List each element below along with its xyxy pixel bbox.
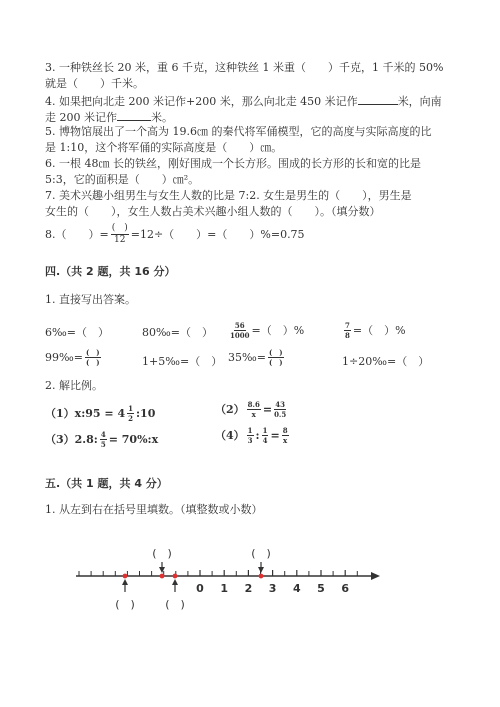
- s4-r2-c1: [45, 349, 103, 366]
- red-marker: [123, 574, 128, 579]
- proportion-2: [215, 401, 288, 418]
- section4-title: 四.（共 2 题，共 16 分）: [45, 265, 176, 278]
- s4-r1-c3: [228, 322, 304, 339]
- arrow-up-icon: [172, 579, 178, 592]
- s4-r2-c3-num: ( ): [268, 348, 283, 357]
- p4-frac-a: [247, 427, 254, 444]
- number-line-blank-bottom-1[interactable]: ( ): [115, 598, 135, 611]
- s4-r1-c4-suffix: =（ ）%: [352, 324, 406, 337]
- p4-prefix: （4）: [215, 429, 245, 442]
- number-line-blank-top-2[interactable]: ( ): [251, 547, 271, 560]
- q3-line1: 3. 一种铁丝长 20 米，重 6 千克，这种铁丝 1 米重（ ）千克，1 千米的 50%: [45, 61, 444, 74]
- proportion-4: [215, 427, 291, 444]
- s4-r1-c3-frac: [230, 322, 249, 339]
- s4-r2-c2: 1+5‰=（ ）: [142, 355, 223, 368]
- s4-r1-c4-den: 8: [345, 331, 350, 340]
- p4-den-c: x: [283, 436, 288, 445]
- q4-line2-text-b: 米。: [151, 111, 173, 124]
- number-line-blank-bottom-2[interactable]: ( ): [165, 598, 185, 611]
- p2-frac-b: [274, 401, 286, 418]
- number-line-labels: [196, 582, 349, 595]
- p4-den-a: 3: [247, 436, 253, 445]
- p3-num: 4: [100, 430, 106, 439]
- p2-den-b: 0.5: [274, 410, 287, 419]
- q8-line: [45, 224, 305, 245]
- p1-frac: [127, 405, 134, 422]
- p3-frac: [100, 431, 107, 448]
- s4-r2-c3-den: ( ): [268, 358, 283, 367]
- q4-line1: [45, 94, 442, 107]
- proportion-3: [45, 431, 158, 448]
- q6-line2: 5:3，它的面积是（ ）㎝²。: [45, 173, 200, 186]
- p4-den-b: 4: [262, 436, 268, 445]
- number-line-tick-label: 2: [244, 582, 253, 595]
- q8-frac-num: ( ): [111, 223, 128, 233]
- s4-r1-c4: [342, 322, 406, 339]
- section4-q1-title: 1. 直接写出答案。: [45, 293, 136, 306]
- q4-blank-1[interactable]: [358, 94, 398, 105]
- s4-r1-c1: 6‰=（ ）: [45, 326, 109, 339]
- number-line-tick-label: 3: [268, 582, 277, 595]
- q4-line2: [45, 110, 173, 123]
- number-line-arrowhead: [371, 572, 380, 580]
- p2-num-a: 8.6: [247, 400, 260, 409]
- q4-blank-2[interactable]: [117, 110, 151, 121]
- section4-q2-title: 2. 解比例。: [45, 379, 103, 392]
- p1-prefix: （1）: [45, 407, 75, 420]
- q4-line1-text-a: 4. 如果把向北走 200 米记作+200 米，那么向北走 450 米记作: [45, 95, 358, 108]
- number-line-major-ticks: [200, 570, 345, 576]
- p1-suffix: :10: [136, 407, 156, 420]
- p2-eq: =: [262, 403, 273, 416]
- arrow-down-icon: [258, 562, 264, 573]
- p4-num-a: 1: [247, 426, 253, 435]
- proportion-1: [45, 405, 155, 422]
- p2-num-b: 43: [275, 400, 286, 409]
- q7-line2: 女生的（ ），女生人数占美术兴趣小组人数的（ ）。（填分数）: [45, 205, 381, 218]
- p4-frac-b: [262, 427, 269, 444]
- number-line-tick-label: 0: [196, 582, 204, 595]
- s4-r1-c2: 80‰=（ ）: [142, 326, 213, 339]
- s4-r2-c1-prefix: 99‰=: [45, 351, 83, 364]
- q7-line1: 7. 美术兴趣小组男生与女生人数的比是 7:2. 女生是男生的（ ），男生是: [45, 189, 412, 202]
- number-line-tick-label: 6: [341, 582, 350, 595]
- q4-line2-text-a: 走 200 米记作: [45, 111, 117, 124]
- q8-prefix: 8.（ ）=: [45, 228, 109, 241]
- p3-expr1: 2.8:: [74, 433, 98, 446]
- s4-r1-c3-suffix: =（ ）%: [251, 324, 305, 337]
- number-line-tick-label: 1: [220, 582, 229, 595]
- number-line-tick-label: 4: [292, 582, 301, 595]
- p4-eq: =: [270, 429, 280, 442]
- section5-title: 五.（共 1 题，共 4 分）: [45, 477, 168, 490]
- p2-prefix: （2）: [215, 403, 245, 416]
- p2-frac-a: [247, 401, 261, 418]
- p2-den-a: x: [251, 410, 256, 419]
- q8-frac-den: 12: [114, 235, 126, 245]
- p4-num-c: 8: [282, 426, 288, 435]
- number-line: [0, 540, 500, 670]
- s4-r2-c3-prefix: 35‰=: [228, 351, 266, 364]
- red-marker: [160, 574, 165, 579]
- p3-den: 5: [100, 440, 106, 449]
- p3-prefix: （3）: [45, 433, 75, 446]
- number-line-tick-label: 5: [317, 582, 325, 595]
- s4-r1-c3-num: 56: [234, 321, 245, 330]
- s4-r1-c4-num: 7: [345, 321, 350, 330]
- q6-line1: 6. 一根 48㎝ 长的铁丝，刚好围成一个长方形。围成的长方形的长和宽的比是: [45, 157, 421, 170]
- p4-colon: :: [255, 429, 260, 442]
- p3-expr2: = 70%:x: [108, 433, 159, 446]
- section5-q1-title: 1. 从左到右在括号里填数。（填整数或小数）: [45, 503, 263, 516]
- s4-r2-c1-frac: [85, 349, 101, 366]
- number-line-minor-ticks: [79, 571, 357, 576]
- p1-num: 1: [128, 404, 133, 413]
- s4-r2-c4: 1÷20‰=（ ）: [342, 355, 430, 368]
- q5-line2: 是 1:10，这个将军俑的实际高度是（ ）㎝。: [45, 141, 283, 154]
- q3-line2: 就是（ ）千米。: [45, 77, 144, 90]
- s4-r1-c4-frac: [344, 322, 351, 339]
- q8-fraction: [111, 224, 129, 245]
- p1-expr: x:95 = 4: [74, 407, 126, 420]
- q4-line1-text-b: 米，向南: [397, 95, 442, 108]
- s4-r2-c3: [228, 349, 286, 366]
- s4-r2-c1-den: ( ): [85, 358, 100, 367]
- p4-frac-c: [282, 427, 289, 444]
- s4-r2-c1-num: ( ): [85, 348, 100, 357]
- s4-r2-c3-frac: [268, 349, 284, 366]
- p1-den: 2: [128, 414, 133, 423]
- s4-r1-c3-den: 1000: [230, 331, 250, 340]
- red-marker: [259, 574, 264, 579]
- arrow-up-icon: [122, 579, 128, 592]
- p4-num-b: 1: [262, 426, 268, 435]
- q8-suffix: =12÷（ ）=（ ）%=0.75: [130, 228, 305, 241]
- number-line-blank-top-1[interactable]: ( ): [152, 547, 172, 560]
- red-marker: [173, 574, 178, 579]
- q5-line1: 5. 博物馆展出了一个高为 19.6㎝ 的秦代将军俑模型，它的高度与实际高度的比: [45, 125, 432, 138]
